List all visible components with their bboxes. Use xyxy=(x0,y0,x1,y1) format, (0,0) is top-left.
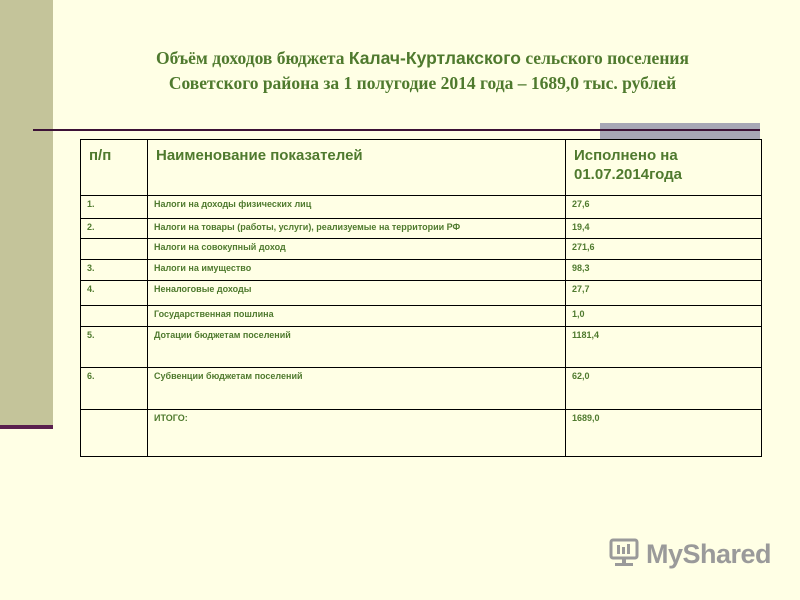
header-gray-block xyxy=(600,123,760,139)
row-number: 3. xyxy=(81,260,148,281)
row-value: 19,4 xyxy=(566,219,762,239)
row-name: Дотации бюджетам поселений xyxy=(148,327,566,368)
myshared-watermark xyxy=(606,536,771,572)
table-header-row xyxy=(81,140,762,196)
row-value: 1181,4 xyxy=(566,327,762,368)
row-name: Субвенции бюджетам поселений xyxy=(148,368,566,410)
row-name: Государственная пошлина xyxy=(148,306,566,327)
table-row xyxy=(81,281,762,306)
title-line-2: Советского района за 1 полугодие 2014 года – 1689,0 тыс. рублей xyxy=(168,73,677,93)
row-name: ИТОГО: xyxy=(148,410,566,457)
title-line-1 xyxy=(60,46,785,71)
row-name: Налоги на совокупный доход xyxy=(148,239,566,260)
row-value: 1,0 xyxy=(566,306,762,327)
budget-table xyxy=(80,139,762,457)
title-village-name: Калач-Куртлакского xyxy=(348,48,521,68)
row-number: 5. xyxy=(81,327,148,368)
table-row xyxy=(81,368,762,410)
title-part-a: Объём доходов бюджета xyxy=(156,48,349,68)
header-cell-executed: Исполнено на 01.07.2014года xyxy=(566,140,762,196)
slide-title xyxy=(60,46,785,96)
table-row xyxy=(81,306,762,327)
header-cell-number: п/п xyxy=(81,140,148,196)
row-number xyxy=(81,239,148,260)
table-row xyxy=(81,327,762,368)
row-name: Налоги на доходы физических лиц xyxy=(148,196,566,219)
table-row xyxy=(81,196,762,219)
row-value: 98,3 xyxy=(566,260,762,281)
watermark-text: MyShared xyxy=(646,538,772,569)
row-value: 1689,0 xyxy=(566,410,762,457)
header-cell-name: Наименование показателей xyxy=(148,140,566,196)
row-number xyxy=(81,306,148,327)
row-value: 27,7 xyxy=(566,281,762,306)
row-name: Неналоговые доходы xyxy=(148,281,566,306)
row-name: Налоги на товары (работы, услуги), реализуемые на территории РФ xyxy=(148,219,566,239)
row-number: 6. xyxy=(81,368,148,410)
myshared-logo-icon xyxy=(606,534,646,575)
title-part-c: сельского поселения xyxy=(520,48,689,68)
row-number xyxy=(81,410,148,457)
row-value: 27,6 xyxy=(566,196,762,219)
table-row xyxy=(81,260,762,281)
row-value: 62,0 xyxy=(566,368,762,410)
left-decor-bar-line xyxy=(0,425,53,429)
left-decor-bar xyxy=(0,0,53,428)
row-name: Налоги на имущество xyxy=(148,260,566,281)
table-total-row xyxy=(81,410,762,457)
table-row xyxy=(81,219,762,239)
row-number: 4. xyxy=(81,281,148,306)
title-divider xyxy=(33,129,760,131)
table-row xyxy=(81,239,762,260)
row-number: 2. xyxy=(81,219,148,239)
row-number: 1. xyxy=(81,196,148,219)
row-value: 271,6 xyxy=(566,239,762,260)
